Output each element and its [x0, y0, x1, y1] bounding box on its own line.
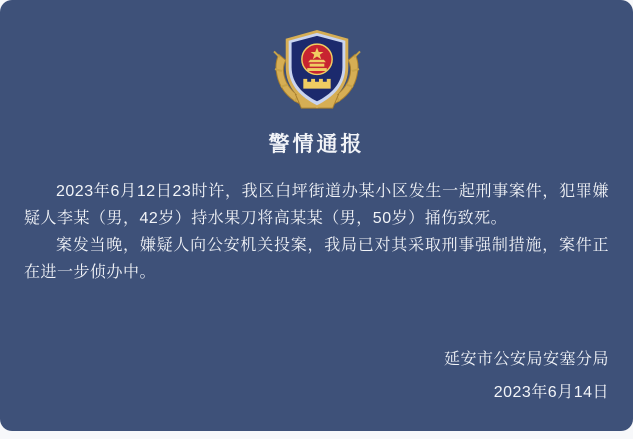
police-badge-icon: [267, 28, 367, 114]
issue-date: 2023年6月14日: [493, 384, 609, 401]
notice-body: [0, 178, 633, 286]
signature-block: [444, 343, 609, 409]
notice-paragraph-1: 2023年6月12日23时许，我区白坪街道办某小区发生一起刑事案件，犯罪嫌疑人李某（男，42岁）持水果刀将高某某（男，50岁）捅伤致死。: [24, 183, 609, 227]
notice-title: 警情通报: [268, 133, 365, 156]
notice-paragraph-2: 案发当晚，嫌疑人向公安机关投案，我局已对其采取刑事强制措施，案件正在进一步侦办中。: [24, 237, 609, 281]
issuing-authority: 延安市公安局安塞分局: [443, 351, 609, 368]
